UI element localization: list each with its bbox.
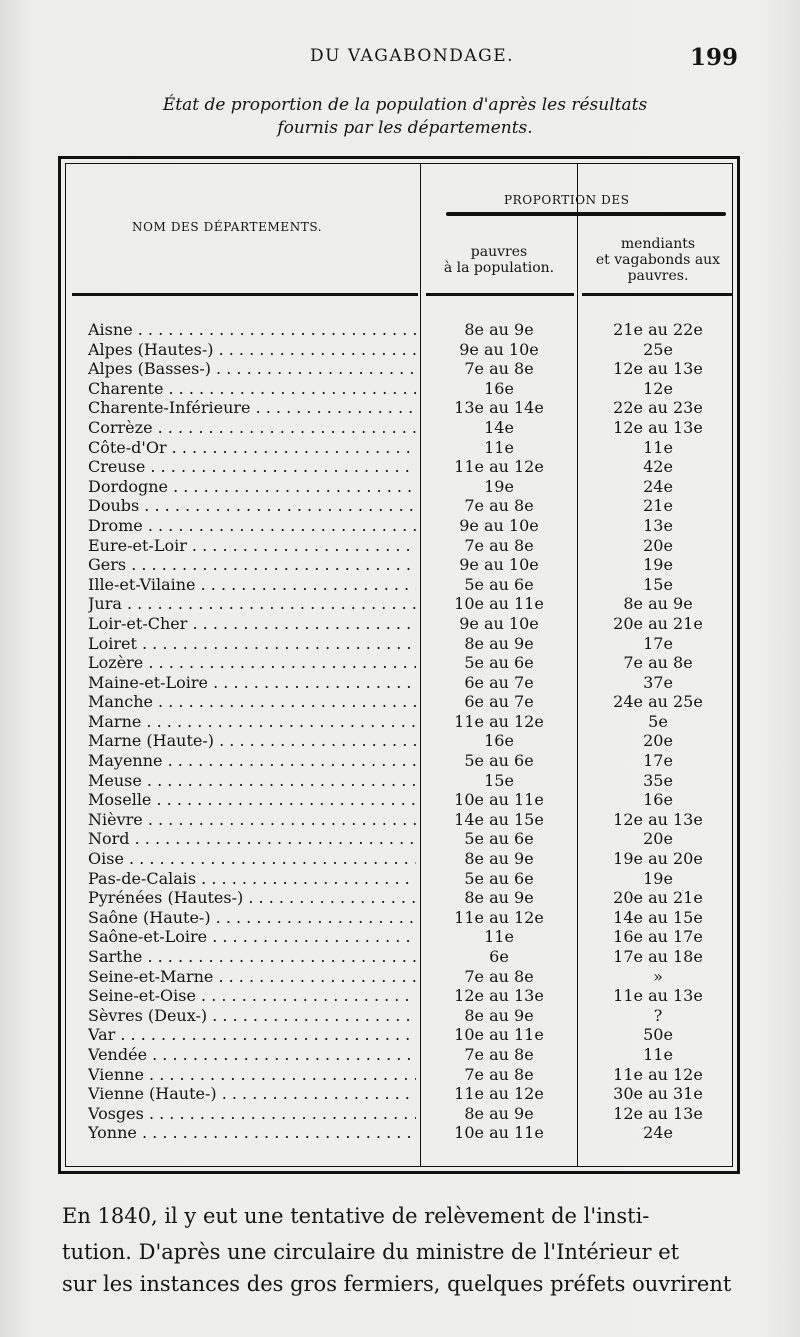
department-name: Dordogne . . . (88, 477, 416, 497)
table-row (66, 438, 736, 458)
department-name: Loir-et-Cher . . . (88, 614, 416, 634)
department-name: Marne . . . (88, 712, 416, 732)
proportion-pauvres: 7e au 8e (464, 1064, 534, 1084)
department-name: Charente-Inférieure . . . (88, 398, 416, 418)
department-name: Vienne . . . (88, 1065, 416, 1085)
proportion-pauvres: 16e (484, 378, 514, 398)
column-header-pauvres-line-2: à la population. (443, 260, 555, 276)
proportion-pauvres: 8e au 9e (464, 320, 534, 339)
page-number: 199 (689, 44, 738, 71)
department-name: Yonne . . . (88, 1123, 416, 1143)
table-row (66, 888, 736, 908)
proportion-pauvres: 10e au 11e (454, 1123, 544, 1143)
table-row (66, 967, 736, 987)
proportion-pauvres: 11e au 12e (454, 711, 544, 731)
table-row (66, 477, 736, 497)
proportion-pauvres: 14e (484, 417, 514, 437)
proportion-mendiants: 24e au 25e (613, 692, 703, 712)
proportion-pauvres: 6e au 7e (464, 672, 534, 692)
running-title: DU VAGABONDAGE. (310, 46, 515, 66)
proportion-pauvres: 10e au 11e (454, 1025, 544, 1045)
table-row (66, 927, 736, 947)
table-row (66, 869, 736, 889)
proportion-mendiants: 16e (643, 790, 673, 810)
department-name: Jura . . . (88, 594, 416, 614)
column-header-pauvres-line-1: pauvres (470, 244, 528, 260)
proportion-pauvres: 5e au 6e (464, 829, 534, 849)
header-rule (426, 293, 574, 296)
proportion-table (58, 156, 740, 1174)
department-name: Saône (Haute-) . . . (88, 908, 416, 928)
proportion-mendiants: 13e (643, 515, 673, 535)
column-header-mendiants-line-1: mendiants (620, 236, 696, 252)
proportion-pauvres: 14e au 15e (454, 809, 544, 829)
table-row (66, 1065, 736, 1085)
proportion-mendiants: 11e au 13e (613, 986, 703, 1006)
table-row (66, 947, 736, 967)
proportion-mendiants: 12e au 13e (613, 1103, 703, 1123)
table-row (66, 653, 736, 673)
department-name: Nièvre . . . (88, 810, 416, 830)
proportion-mendiants: 50e (643, 1025, 673, 1045)
proportion-pauvres: 5e au 6e (464, 653, 534, 673)
table-row (66, 751, 736, 771)
column-header-pauvres (422, 244, 576, 276)
proportion-pauvres: 8e au 9e (464, 1103, 534, 1123)
proportion-mendiants: » (653, 966, 663, 986)
proportion-pauvres: 11e au 12e (454, 907, 544, 927)
table-row (66, 712, 736, 732)
proportion-pauvres: 7e au 8e (464, 496, 534, 516)
table-row (66, 418, 736, 438)
proportion-mendiants: 20e (643, 829, 673, 849)
proportion-mendiants: 20e au 21e (613, 888, 703, 908)
proportion-mendiants: 17e au 18e (613, 947, 703, 966)
table-body (66, 320, 736, 1143)
table-row (66, 790, 736, 810)
department-name: Oise . . . (88, 849, 416, 869)
table-row (66, 320, 736, 340)
header-rule (72, 293, 418, 296)
proportion-pauvres: 11e au 12e (454, 457, 544, 477)
proportion-mendiants: 8e au 9e (623, 594, 693, 614)
table-row (66, 575, 736, 595)
proportion-pauvres: 7e au 8e (464, 966, 534, 986)
proportion-pauvres: 11e (484, 927, 514, 947)
column-header-name: NOM DES DÉPARTEMENTS. (132, 220, 323, 234)
department-name: Drome . . . (88, 516, 416, 536)
department-name: Moselle . . . (88, 790, 416, 810)
table-row (66, 1084, 736, 1104)
proportion-mendiants: 20e au 21e (613, 613, 703, 633)
proportion-mendiants: 19e au 20e (613, 849, 703, 869)
group-header-proportion: PROPORTION DES (504, 193, 630, 207)
proportion-pauvres: 5e au 6e (464, 751, 534, 771)
group-header-rule (446, 212, 726, 216)
department-name: Sèvres (Deux-) . . . (88, 1006, 416, 1026)
table-row (66, 771, 736, 791)
table-row (66, 1025, 736, 1045)
proportion-pauvres: 7e au 8e (464, 1044, 534, 1064)
column-header-mendiants-line-3: pauvres. (627, 268, 689, 284)
proportion-mendiants: 20e (643, 731, 673, 751)
table-row (66, 1045, 736, 1065)
table-inner-border (65, 163, 733, 1167)
table-row (66, 614, 736, 634)
proportion-pauvres: 7e au 8e (464, 359, 534, 379)
proportion-pauvres: 19e (484, 476, 514, 496)
column-header-mendiants-line-2: et vagabonds aux (595, 252, 721, 268)
department-name: Côte-d'Or . . . (88, 438, 416, 458)
proportion-mendiants: 17e (643, 751, 673, 771)
proportion-pauvres: 11e au 12e (454, 1084, 544, 1104)
proportion-mendiants: 20e (643, 535, 673, 555)
department-name: Mayenne . . . (88, 751, 416, 771)
table-row (66, 555, 736, 575)
table-row (66, 1104, 736, 1124)
proportion-pauvres: 6e (489, 947, 509, 966)
table-row (66, 379, 736, 399)
table-row (66, 340, 736, 360)
department-name: Meuse . . . (88, 771, 416, 791)
department-name: Nord . . . (88, 829, 416, 849)
department-name: Pyrénées (Hautes-) . . . (88, 888, 416, 908)
running-header (60, 44, 750, 74)
department-name: Creuse . . . (88, 457, 416, 477)
proportion-mendiants: 5e (648, 711, 668, 731)
proportion-pauvres: 8e au 9e (464, 849, 534, 869)
proportion-mendiants: 12e au 13e (613, 359, 703, 379)
proportion-mendiants: 19e (643, 868, 673, 888)
proportion-pauvres: 5e au 6e (464, 574, 534, 594)
department-name: Seine-et-Oise . . . (88, 986, 416, 1006)
table-caption-line-1: État de proportion de la population d'après les résultats (162, 95, 648, 115)
department-name: Vosges . . . (88, 1104, 416, 1124)
proportion-mendiants: 19e (643, 555, 673, 575)
proportion-mendiants: 22e au 23e (613, 398, 703, 418)
department-name: Aisne . . . (88, 320, 416, 340)
table-row (66, 457, 736, 477)
table-row (66, 634, 736, 654)
proportion-pauvres: 16e (484, 731, 514, 751)
table-row (66, 692, 736, 712)
proportion-pauvres: 9e au 10e (459, 515, 539, 535)
table-row (66, 1123, 736, 1143)
department-name: Corrèze . . . (88, 418, 416, 438)
department-name: Loiret . . . (88, 634, 416, 654)
table-row (66, 908, 736, 928)
proportion-mendiants: 12e au 13e (613, 417, 703, 437)
proportion-mendiants: ? (653, 1005, 663, 1025)
department-name: Gers . . . (88, 555, 416, 575)
proportion-mendiants: 16e au 17e (613, 927, 703, 947)
department-name: Saône-et-Loire . . . (88, 927, 416, 947)
department-name: Marne (Haute-) . . . (88, 731, 416, 751)
proportion-pauvres: 10e au 11e (454, 594, 544, 614)
proportion-pauvres: 9e au 10e (459, 613, 539, 633)
department-name: Alpes (Hautes-) . . . (88, 340, 416, 360)
proportion-mendiants: 37e (643, 672, 673, 692)
proportion-mendiants: 11e au 12e (613, 1064, 703, 1084)
proportion-pauvres: 8e au 9e (464, 1005, 534, 1025)
proportion-pauvres: 9e au 10e (459, 555, 539, 575)
department-name: Alpes (Basses-) . . . (88, 359, 416, 379)
proportion-mendiants: 14e au 15e (613, 907, 703, 927)
header-rule (582, 293, 732, 296)
proportion-pauvres: 13e au 14e (454, 398, 544, 418)
department-name: Ille-et-Vilaine . . . (88, 575, 416, 595)
table-row (66, 398, 736, 418)
department-name: Pas-de-Calais . . . (88, 869, 416, 889)
proportion-mendiants: 30e au 31e (613, 1084, 703, 1104)
table-row (66, 496, 736, 516)
proportion-pauvres: 8e au 9e (464, 633, 534, 653)
department-name: Lozère . . . (88, 653, 416, 673)
proportion-mendiants: 17e (643, 633, 673, 653)
department-name: Maine-et-Loire . . . (88, 673, 416, 693)
table-row (66, 849, 736, 869)
table-row (66, 673, 736, 693)
department-name: Manche . . . (88, 692, 416, 712)
proportion-pauvres: 5e au 6e (464, 868, 534, 888)
table-row (66, 829, 736, 849)
table-row (66, 1006, 736, 1026)
department-name: Seine-et-Marne . . . (88, 967, 416, 987)
proportion-mendiants: 24e (643, 1123, 673, 1143)
proportion-mendiants: 24e (643, 476, 673, 496)
department-name: Doubs . . . (88, 496, 416, 516)
department-name: Var . . . (88, 1025, 416, 1045)
department-name: Vendée . . . (88, 1045, 416, 1065)
proportion-mendiants: 12e (643, 378, 673, 398)
column-header-mendiants (578, 236, 738, 284)
department-name: Sarthe . . . (88, 947, 416, 967)
proportion-mendiants: 7e au 8e (623, 653, 693, 673)
body-text-line-1: En 1840, il y eut une tentative de relèvement de l'insti- (62, 1204, 650, 1228)
proportion-pauvres: 10e au 11e (454, 790, 544, 810)
proportion-pauvres: 12e au 13e (454, 986, 544, 1006)
proportion-mendiants: 15e (643, 574, 673, 594)
proportion-mendiants: 11e (643, 437, 673, 457)
body-text-line-2: tution. D'après une circulaire du ministre de l'Intérieur et (62, 1240, 680, 1264)
proportion-pauvres: 6e au 7e (464, 692, 534, 712)
table-row (66, 536, 736, 556)
department-name: Vienne (Haute-) . . . (88, 1084, 416, 1104)
proportion-pauvres: 8e au 9e (464, 888, 534, 908)
proportion-pauvres: 15e (484, 770, 514, 790)
table-row (66, 731, 736, 751)
department-name: Charente . . . (88, 379, 416, 399)
proportion-pauvres: 11e (484, 437, 514, 457)
table-row (66, 810, 736, 830)
proportion-mendiants: 42e (643, 457, 673, 477)
proportion-mendiants: 12e au 13e (613, 809, 703, 829)
proportion-pauvres: 7e au 8e (464, 535, 534, 555)
proportion-mendiants: 35e (643, 770, 673, 790)
table-row (66, 594, 736, 614)
table-row (66, 359, 736, 379)
proportion-mendiants: 21e au 22e (613, 320, 703, 339)
proportion-pauvres: 9e au 10e (459, 339, 539, 359)
department-name: Eure-et-Loir . . . (88, 536, 416, 556)
table-caption-line-2: fournis par les départements. (277, 118, 533, 138)
proportion-mendiants: 21e (643, 496, 673, 516)
proportion-mendiants: 11e (643, 1044, 673, 1064)
proportion-mendiants: 25e (643, 339, 673, 359)
table-row (66, 516, 736, 536)
body-text-line-3: sur les instances des gros fermiers, quelques préfets ouvrirent (62, 1272, 732, 1296)
table-row (66, 986, 736, 1006)
